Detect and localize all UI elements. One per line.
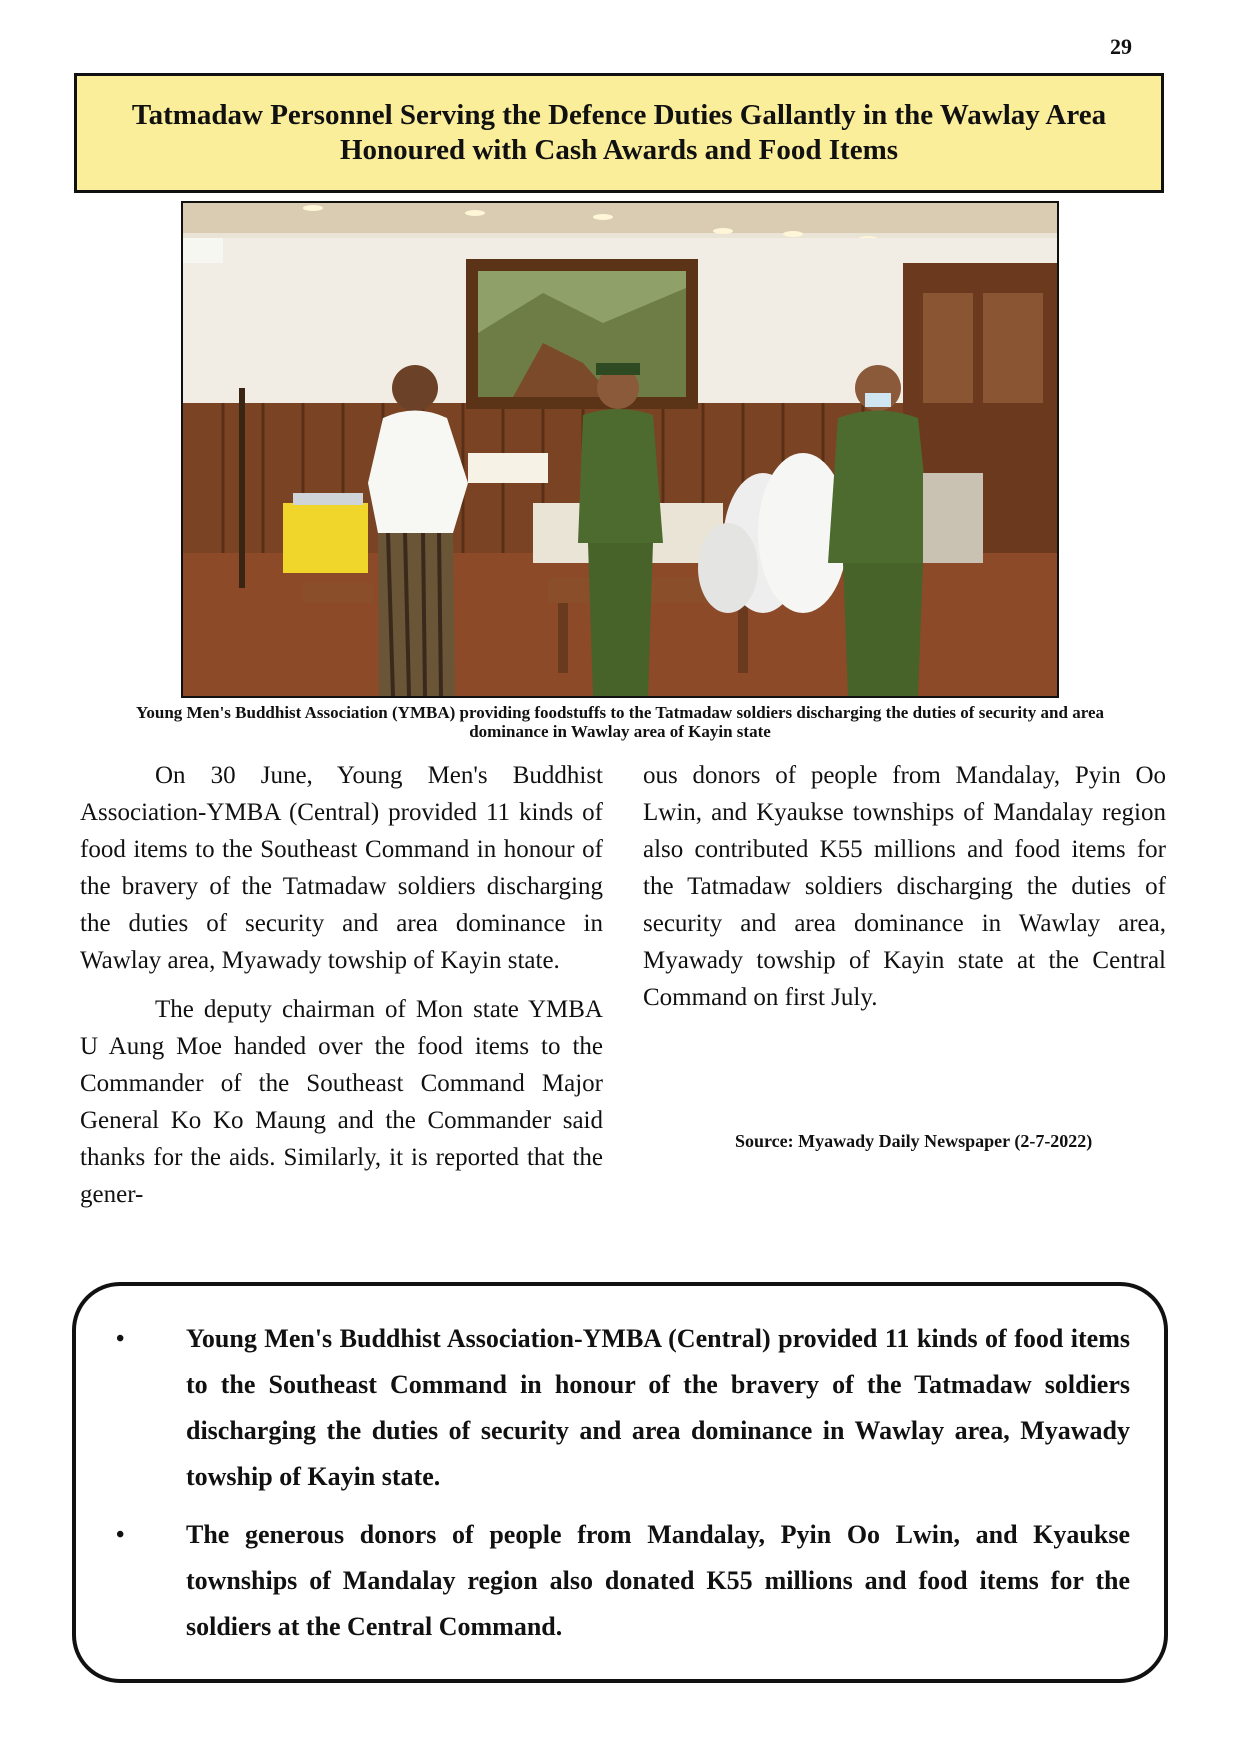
summary-item (100, 1316, 1130, 1500)
page-number: 29 (1110, 34, 1132, 59)
title-banner (74, 73, 1164, 193)
source-citation: Source: Myawady Daily Newspaper (2-7-2022) (735, 1131, 1093, 1151)
article-title: Tatmadaw Personnel Serving the Defence Duties Gallantly in the Wawlay Area Honoured with Cash Awards and Food Items (131, 99, 1107, 166)
summary-list (100, 1316, 1130, 1650)
summary-item-text: The generous donors of people from Mandalay, Pyin Oo Lwin, and Kyaukse townships of Mandalay region also donated K55 millions and food items for the soldiers at the Central Command. (186, 1520, 1130, 1641)
bullet-icon: • (116, 1522, 125, 1548)
summary-box (72, 1282, 1168, 1683)
bullet-icon: • (116, 1326, 125, 1352)
article-column-right (643, 757, 1166, 1016)
article-column-left (80, 757, 603, 1213)
photo-caption: Young Men's Buddhist Association (YMBA) providing foodstuffs to the Tatmadaw soldiers discharging the duties of security and area dominance in Wawlay area of Kayin state (135, 703, 1104, 741)
article-paragraph: On 30 June, Young Men's Buddhist Association-YMBA (Central) provided 11 kinds of food items to the Southeast Command in honour of the bravery of the Tatmadaw soldiers discharging the duties of security and area dominance in Wawlay area, Myawady towship of Kayin state. (80, 762, 603, 974)
article-paragraph: The deputy chairman of Mon state YMBA U Aung Moe handed over the food items to the Commander of the Southeast Command Major General Ko Ko Maung and the Commander said thanks for the aids. Similarly, it is reported that the gener- (80, 996, 603, 1208)
summary-item-text: Young Men's Buddhist Association-YMBA (Central) provided 11 kinds of food items to the Southeast Command in honour of the bravery of the Tatmadaw soldiers discharging the duties of security and area dominance in Wawlay area, Myawady towship of Kayin state. (186, 1324, 1130, 1491)
news-photo (181, 201, 1059, 698)
summary-item (100, 1512, 1130, 1650)
article-paragraph: ous donors of people from Mandalay, Pyin Oo Lwin, and Kyaukse townships of Mandalay region also contributed K55 millions and food items for the Tatmadaw soldiers discharging the duties of security and area dominance in Wawlay area, Myawady towship of Kayin state at the Central Command on first July. (643, 762, 1166, 1011)
